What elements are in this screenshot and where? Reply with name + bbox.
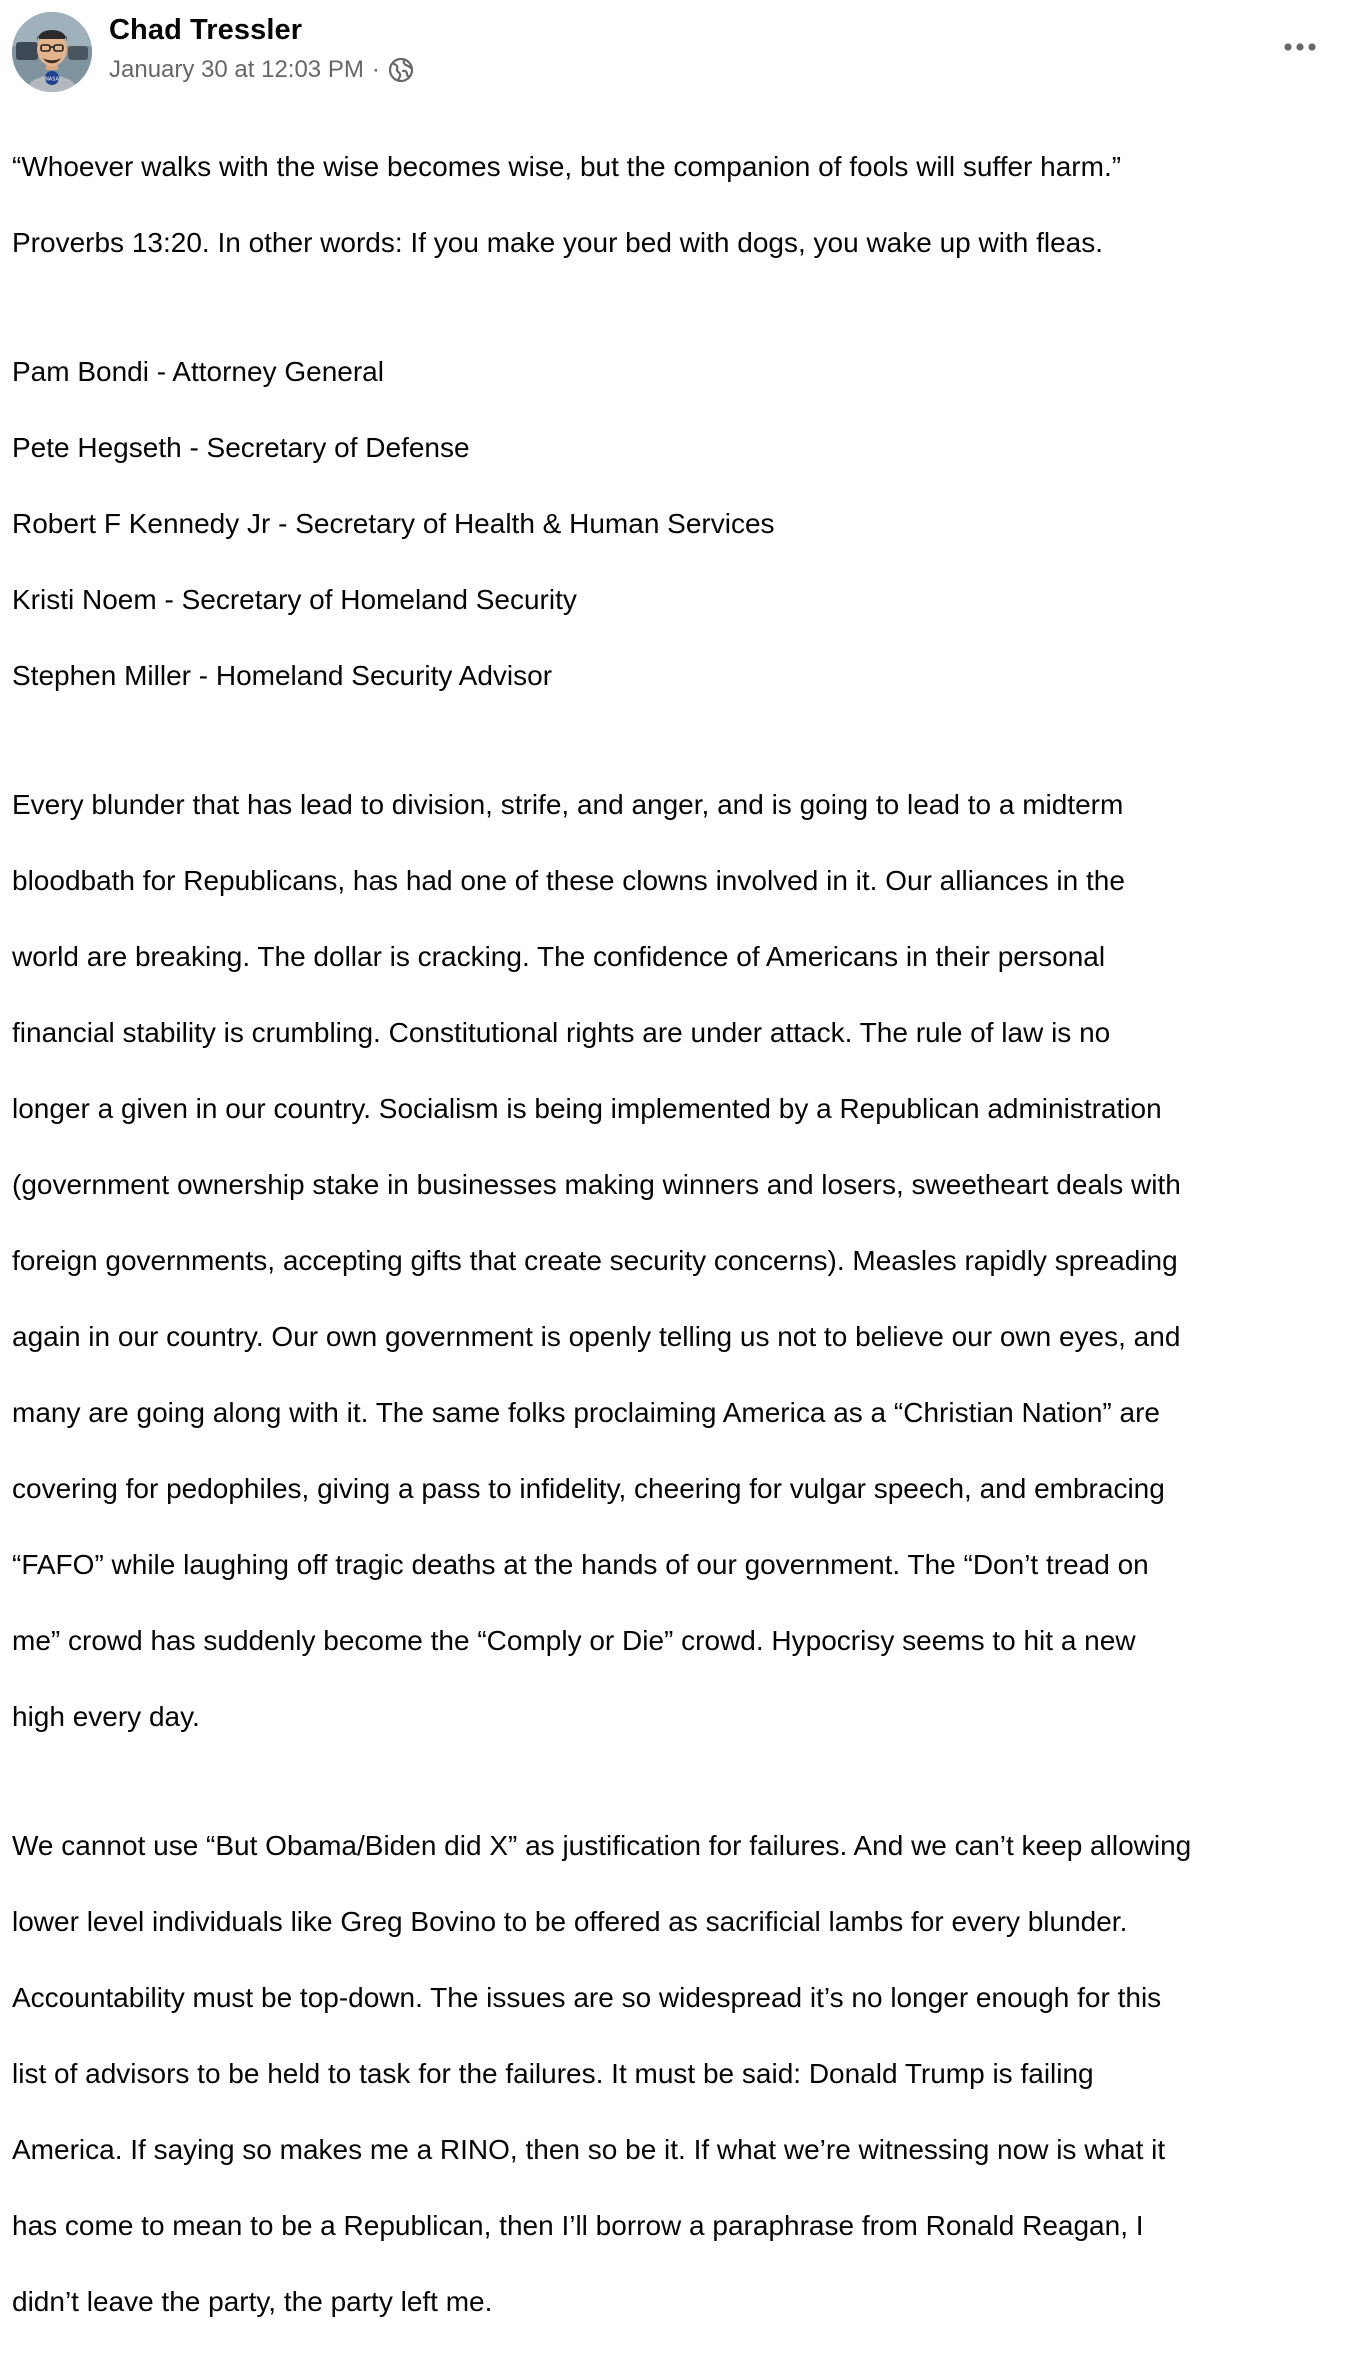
- avatar-illustration: [12, 12, 92, 92]
- avatar-shirt-text: NASA: [45, 76, 59, 83]
- text-line: didn’t leave the party, the party left me.: [12, 2286, 493, 2317]
- post-header: [12, 12, 1346, 94]
- more-options-icon: [1283, 42, 1317, 52]
- text-line: America. If saying so makes me a RINO, then so be it. If what we’re witnessing now is what it: [12, 2134, 1166, 2165]
- text-line: again in our country. Our own government is openly telling us not to believe our own eyes, and: [12, 1321, 1181, 1352]
- list-item: Pam Bondi - Attorney General: [12, 356, 384, 387]
- text-line: bloodbath for Republicans, has had one of these clowns involved in it. Our alliances in the: [12, 865, 1125, 896]
- more-options-button[interactable]: [1280, 32, 1320, 62]
- text-line: foreign governments, accepting gifts that create security concerns). Measles rapidly spreading: [12, 1245, 1178, 1276]
- text-line: financial stability is crumbling. Constitutional rights are under attack. The rule of law is no: [12, 1017, 1111, 1048]
- post-paragraph-conclusion: [12, 1789, 1337, 2359]
- text-line: Proverbs 13:20. In other words: If you make your bed with dogs, you wake up with fleas.: [12, 227, 1104, 258]
- globe-icon[interactable]: [388, 57, 414, 83]
- list-item: Stephen Miller - Homeland Security Advisor: [12, 660, 553, 691]
- text-line: many are going along with it. The same folks proclaiming America as a “Christian Nation” are: [12, 1397, 1160, 1428]
- list-item: Robert F Kennedy Jr - Secretary of Health & Human Services: [12, 508, 775, 539]
- post-meta: [109, 56, 414, 84]
- post-text: [12, 110, 1337, 2374]
- author-name[interactable]: Chad Tressler: [109, 14, 303, 46]
- avatar[interactable]: [12, 12, 92, 92]
- text-line: longer a given in our country. Socialism is being implemented by a Republican administration: [12, 1093, 1162, 1124]
- post-paragraph-criticism: [12, 748, 1337, 1774]
- text-line: lower level individuals like Greg Bovino to be offered as sacrificial lambs for every blunder.: [12, 1906, 1128, 1937]
- text-line: me” crowd has suddenly become the “Comply or Die” crowd. Hypocrisy seems to hit a new: [12, 1625, 1136, 1656]
- post-paragraph-advisor-list: [12, 315, 1337, 733]
- text-line: world are breaking. The dollar is cracking. The confidence of Americans in their personal: [12, 941, 1106, 972]
- meta-separator: ·: [371, 56, 380, 83]
- text-line: high every day.: [12, 1701, 200, 1732]
- text-line: (government ownership stake in businesses making winners and losers, sweetheart deals with: [12, 1169, 1181, 1200]
- post-timestamp[interactable]: January 30 at 12:03 PM: [109, 56, 364, 83]
- post-paragraph-quote: [12, 110, 1337, 300]
- text-line: covering for pedophiles, giving a pass to infidelity, cheering for vulgar speech, and embracing: [12, 1473, 1165, 1504]
- text-line: We cannot use “But Obama/Biden did X” as justification for failures. And we can’t keep allowing: [12, 1830, 1192, 1861]
- list-item: Kristi Noem - Secretary of Homeland Security: [12, 584, 577, 615]
- text-line: list of advisors to be held to task for the failures. It must be said: Donald Trump is failing: [12, 2058, 1094, 2089]
- text-line: “Whoever walks with the wise becomes wise, but the companion of fools will suffer harm.”: [12, 151, 1122, 182]
- text-line: has come to mean to be a Republican, then I’ll borrow a paraphrase from Ronald Reagan, I: [12, 2210, 1144, 2241]
- text-line: Every blunder that has lead to division, strife, and anger, and is going to lead to a midterm: [12, 789, 1124, 820]
- text-line: Accountability must be top-down. The issues are so widespread it’s no longer enough for this: [12, 1982, 1162, 2013]
- text-line: “FAFO” while laughing off tragic deaths at the hands of our government. The “Don’t tread on: [12, 1549, 1149, 1580]
- list-item: Pete Hegseth - Secretary of Defense: [12, 432, 470, 463]
